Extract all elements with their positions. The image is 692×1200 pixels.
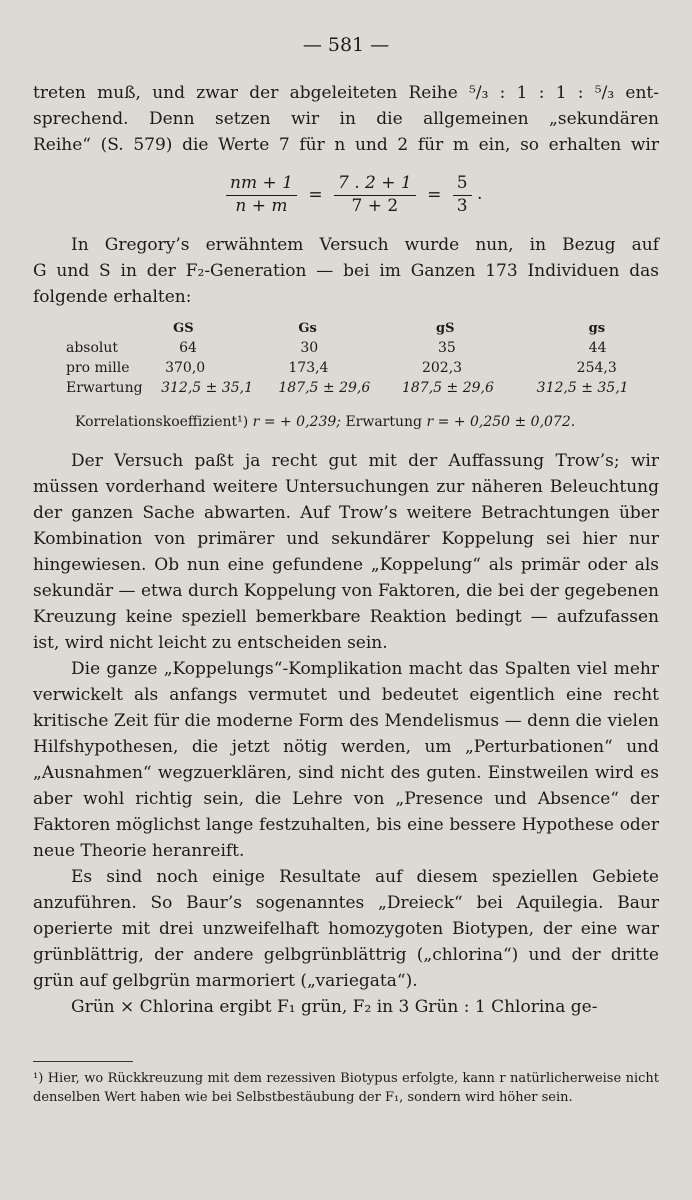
- results-table: [66, 318, 692, 398]
- expectation-label: Erwartung: [345, 414, 422, 430]
- cell: 312,5 ± 35,1: [161, 380, 253, 396]
- cell: 35: [437, 340, 456, 356]
- header-gs: gs: [588, 320, 606, 336]
- fraction-result-numerator: 5: [453, 173, 472, 196]
- row-label: Erwartung: [66, 380, 143, 396]
- fraction-values-numerator: 7 . 2 + 1: [334, 173, 416, 196]
- intro-line-2: sprechend. Denn setzen wir in die allgemeinen „sekundären: [33, 109, 659, 129]
- gregory-line-2: G und S in der F₂-Generation — bei im Ganzen 173 Individuen das: [33, 261, 659, 281]
- fraction-values-denominator: 7 + 2: [351, 196, 399, 216]
- row-label: pro mille: [66, 360, 130, 376]
- intro-line-3: Reihe“ (S. 579) die Werte 7 für n und 2 für m ein, so erhalten wir: [33, 135, 659, 155]
- footnote-divider: [33, 1061, 133, 1062]
- formula-period: .: [477, 184, 483, 204]
- cell: 44: [588, 340, 607, 356]
- cell: 187,5 ± 29,6: [401, 380, 494, 396]
- table-row: [66, 378, 692, 398]
- intro-line-1: treten muß, und zwar der abgeleiteten Reihe ⁵/₃ : 1 : 1 : ⁵/₃ ent-: [33, 83, 659, 103]
- gregory-paragraph: [33, 232, 659, 310]
- footnote: ¹) Hier, wo Rückkreuzung mit dem rezessiven Biotypus erfolgte, kann r natürlicherweise nicht denselben Wert haben wie bei Selbstbestäubung der F₁, sondern wird höher sein.: [33, 1071, 659, 1105]
- intro-paragraph: [33, 80, 659, 158]
- gregory-line-1: In Gregory’s erwähntem Versuch wurde nun, in Bezug auf: [71, 235, 659, 255]
- cell: 30: [300, 340, 319, 356]
- cell: 254,3: [576, 360, 617, 376]
- header-GS: GS: [173, 320, 194, 336]
- header-gS: gS: [435, 320, 455, 336]
- cell: 312,5 ± 35,1: [536, 380, 629, 396]
- gregory-line-3: folgende erhalten:: [33, 287, 192, 307]
- paragraph-koppelung: Die ganze „Koppelungs“-Komplikation macht das Spalten viel mehr verwickelt als anfangs vermutet und bedeutet eigentlich eine recht kritische Zeit für die moderne Form des Mendelismus — denn die vielen Hilfshypothesen, die jetzt nötig werden, um „Perturbationen“ und „Ausnahmen“ wegzuerklären, sind nicht des guten. Einstweilen wird es aber wohl richtig sein, die Lehre von „Presence und Absence“ der Faktoren möglichst lange festzuhalten, bis eine bessere Hypothese oder neue Theorie heranreift.: [33, 659, 659, 861]
- cell: 64: [179, 340, 197, 356]
- main-text: [33, 448, 659, 1020]
- correlation-line: [75, 414, 575, 430]
- fraction-general-numerator: nm + 1: [226, 173, 297, 196]
- table-header-row: [66, 318, 692, 338]
- correlation-value: r = + 0,239;: [252, 414, 341, 430]
- table-row: [66, 338, 692, 358]
- equals-sign: =: [308, 184, 323, 205]
- cell: 173,4: [288, 360, 329, 376]
- paragraph-trow: Der Versuch paßt ja recht gut mit der Auffassung Trow’s; wir müssen vorderhand weitere Untersuchungen zur näheren Beleuchtung der ganzen Sache abwarten. Auf Trow’s weitere Betrachtungen über Kombination von primärer und sekundärer Koppelung sei hier nur hingewiesen. Ob nun eine gefundene „Koppelung“ als primär oder als sekundär — etwa durch Koppelung von Faktoren, die bei der gegebenen Kreuzung keine speziell bemerkbare Reaktion bedingt — aufzufassen ist, wird nicht leicht zu entscheiden sein.: [33, 451, 659, 653]
- fraction-general-denominator: n + m: [235, 196, 288, 216]
- equals-sign: =: [427, 184, 442, 205]
- header-Gs: Gs: [298, 320, 317, 336]
- table-row: [66, 358, 692, 378]
- formula: [226, 173, 482, 216]
- paragraph-gruen-chlorina: Grün × Chlorina ergibt F₁ grün, F₂ in 3 Grün : 1 Chlorina ge-: [71, 997, 598, 1017]
- row-label: absolut: [66, 340, 119, 356]
- paragraph-baur: Es sind noch einige Resultate auf diesem speziellen Gebiete anzuführen. So Baur’s sogenanntes „Dreieck“ bei Aquilegia. Baur operierte mit drei unzweifelhaft homozygoten Biotypen, der eine war grünblättrig, der andere gelbgrünblättrig („chlorina“) und der dritte grün auf gelbgrün marmoriert („variegata“).: [33, 867, 659, 991]
- cell: 187,5 ± 29,6: [278, 380, 371, 396]
- correlation-label: Korrelationskoeffizient¹): [75, 414, 249, 430]
- fraction-result-denominator: 3: [456, 196, 468, 216]
- fraction-general: [226, 173, 297, 216]
- cell: 370,0: [165, 360, 206, 376]
- expectation-value: r = + 0,250 ± 0,072.: [426, 414, 576, 430]
- fraction-result: [453, 173, 472, 216]
- page-number: — 581 —: [302, 34, 390, 56]
- fraction-values: [334, 173, 416, 216]
- cell: 202,3: [421, 360, 463, 376]
